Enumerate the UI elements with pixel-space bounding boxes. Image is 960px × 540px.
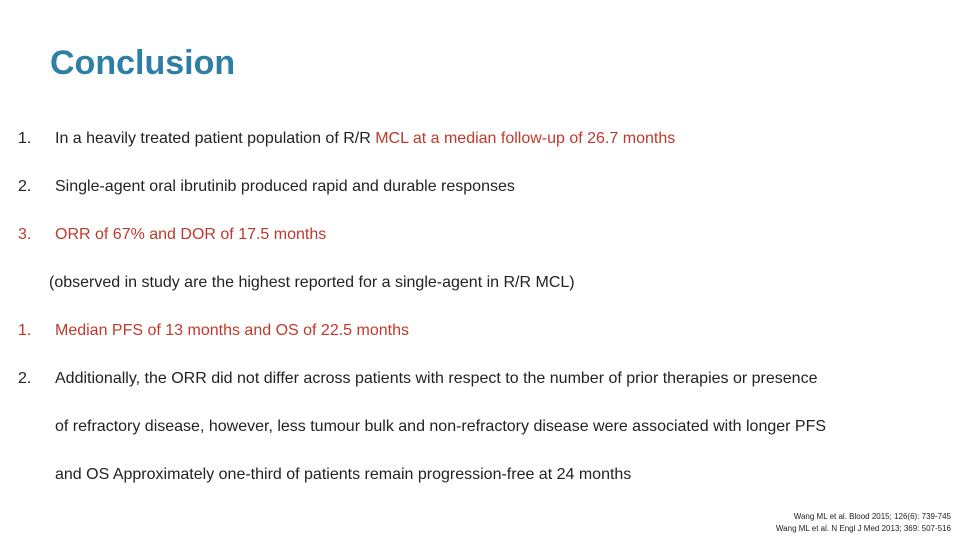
list-item-continuation: and OS Approximately one-third of patients remain progression-free at 24 months bbox=[55, 466, 632, 483]
references bbox=[776, 511, 951, 535]
parenthetical-note: (observed in study are the highest reported for a single-agent in R/R MCL) bbox=[49, 274, 575, 291]
list-item-text: Additionally, the ORR did not differ across patients with respect to the number of prior therapies or presence bbox=[55, 370, 818, 387]
list-number: 2. bbox=[18, 178, 32, 195]
list-item-text: Single-agent oral ibrutinib produced rapid and durable responses bbox=[55, 178, 515, 195]
list-number: 2. bbox=[18, 370, 32, 387]
list-item-text: Median PFS of 13 months and OS of 22.5 months bbox=[55, 322, 409, 339]
reference-line: Wang ML et al. Blood 2015; 126(6): 739-745 bbox=[793, 512, 951, 521]
list-item-continuation: of refractory disease, however, less tumour bulk and non-refractory disease were associated with longer PFS bbox=[55, 418, 827, 435]
list-item-text: ORR of 67% and DOR of 17.5 months bbox=[55, 226, 327, 243]
list-item-text: In a heavily treated patient population of R/R bbox=[55, 130, 376, 147]
list-number: 1. bbox=[18, 322, 32, 339]
list-number: 1. bbox=[18, 130, 32, 147]
list-number: 3. bbox=[18, 226, 32, 243]
list-item-highlight: MCL at a median follow-up of 26.7 months bbox=[375, 130, 676, 147]
page-title: Conclusion bbox=[50, 44, 236, 82]
reference-line: Wang ML et al. N Engl J Med 2013; 369: 507-516 bbox=[775, 524, 951, 533]
